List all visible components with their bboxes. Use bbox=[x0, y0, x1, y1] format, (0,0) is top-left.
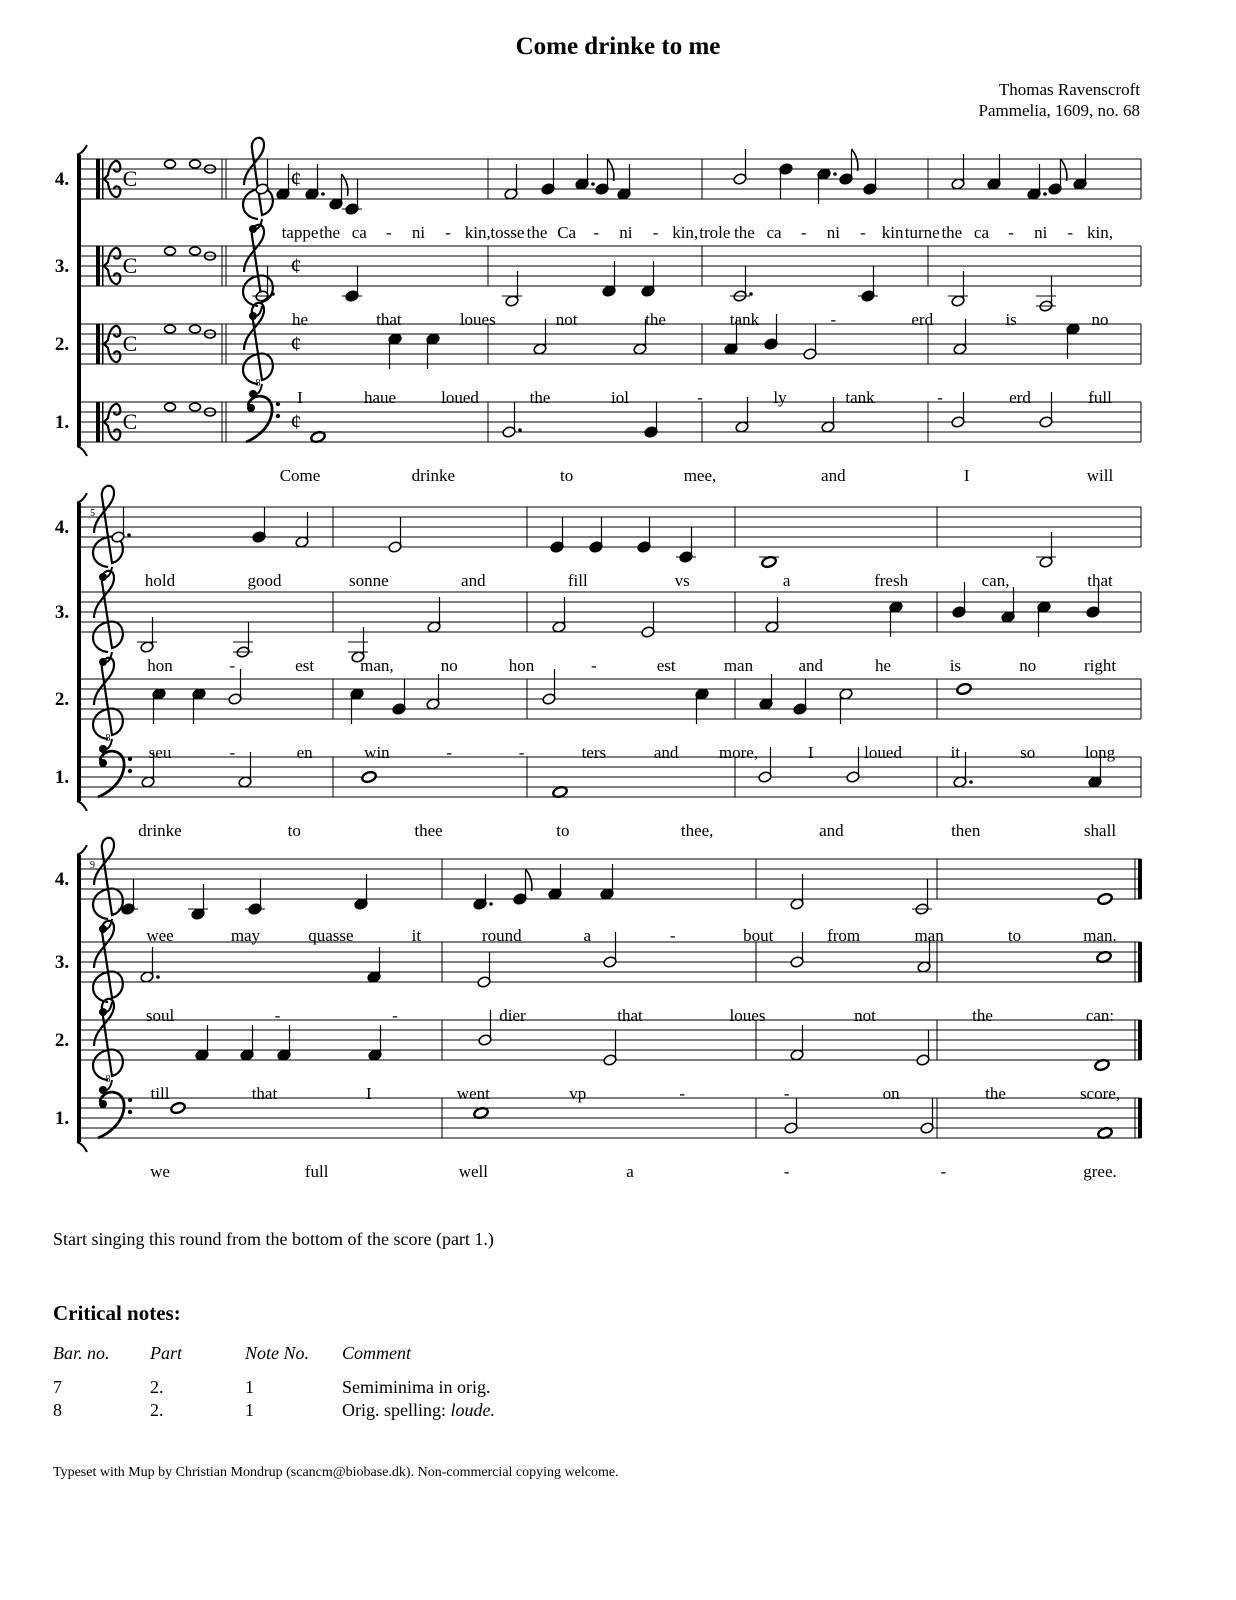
lyric-syllable: full bbox=[1088, 388, 1112, 407]
final-barline-thick bbox=[1138, 1098, 1142, 1138]
lyric-syllable: - bbox=[830, 310, 837, 329]
lyric-syllable: - bbox=[1067, 223, 1074, 242]
lyric-syllable: seu bbox=[148, 743, 172, 762]
part-label: 3. bbox=[54, 952, 70, 973]
lyric-syllable: a bbox=[782, 571, 791, 590]
lyric-syllable: - bbox=[229, 743, 236, 762]
comment-text: Orig. spelling: bbox=[342, 1400, 446, 1420]
note-flag bbox=[526, 869, 532, 891]
lyric-syllable: that bbox=[251, 1084, 278, 1103]
lyric-syllable: went bbox=[456, 1084, 490, 1103]
lyric-syllable: - bbox=[860, 223, 866, 242]
lyric-syllable: that bbox=[376, 310, 402, 329]
lyric-syllable: iol bbox=[611, 388, 629, 407]
lyric-syllable: bout bbox=[743, 926, 774, 945]
lyric-syllable: round bbox=[481, 926, 522, 945]
lyric-syllable: long bbox=[1084, 743, 1116, 762]
lyric-syllable: a bbox=[626, 1162, 634, 1181]
lyric-syllable: - bbox=[1008, 223, 1014, 242]
part-label: 2. bbox=[54, 1030, 70, 1051]
lyric-syllable: Come bbox=[279, 466, 321, 485]
part-label: 4. bbox=[54, 517, 70, 538]
incipit-note bbox=[190, 325, 201, 333]
bass-clef bbox=[98, 1092, 132, 1138]
typesetting-credit: Typeset with Mup by Christian Mondrup (scancm@biobase.dk). Non-commercial copying welcome. bbox=[53, 1465, 619, 1480]
augmentation-dot bbox=[127, 533, 131, 537]
lyric-syllable: - bbox=[669, 926, 676, 945]
lyric-syllable: - bbox=[783, 1084, 790, 1103]
time-signature-cut: ¢ bbox=[290, 253, 302, 278]
cell-bar: 8 bbox=[53, 1400, 62, 1420]
part-label: 2. bbox=[54, 689, 70, 710]
lyric-syllable: the bbox=[529, 388, 551, 407]
treble-clef bbox=[93, 571, 123, 666]
lyric-syllable: soul bbox=[145, 1006, 175, 1025]
lyric-syllable: fill bbox=[567, 571, 588, 590]
lyric-syllable: - bbox=[593, 223, 600, 242]
lyric-syllable: so bbox=[1020, 743, 1036, 762]
time-signature: C bbox=[122, 331, 138, 356]
lyric-syllable: that bbox=[1087, 571, 1113, 590]
incipit-note bbox=[165, 325, 176, 333]
lyric-syllable: erd bbox=[911, 310, 934, 329]
part-label: 2. bbox=[54, 334, 70, 355]
lyric-syllable: - bbox=[800, 223, 807, 242]
note-head bbox=[361, 770, 377, 783]
cell-comment bbox=[342, 1399, 495, 1422]
note-flag bbox=[852, 149, 858, 171]
lyric-syllable: drinke bbox=[411, 466, 456, 485]
treble-clef bbox=[93, 838, 123, 933]
lyric-syllable: - bbox=[518, 743, 525, 762]
incipit-note bbox=[165, 247, 176, 255]
lyric-syllable: - bbox=[386, 223, 392, 242]
lyric-syllable: vs bbox=[674, 571, 690, 590]
lyric-syllable: hon bbox=[147, 656, 173, 675]
part-label: 1. bbox=[54, 767, 70, 788]
comment-italic: loude. bbox=[450, 1400, 495, 1420]
critical-notes-header-row bbox=[53, 1343, 495, 1376]
staff-part-4 bbox=[55, 486, 1141, 590]
lyric-syllable: gree. bbox=[1083, 1162, 1117, 1181]
treble-clef bbox=[243, 225, 273, 320]
part-label: 4. bbox=[54, 169, 70, 190]
time-signature: C bbox=[122, 253, 138, 278]
staff-part-3 bbox=[55, 921, 1142, 1025]
lyric-syllable: man. bbox=[1083, 926, 1117, 945]
lyric-syllable: a bbox=[583, 926, 592, 945]
final-barline-thick bbox=[1138, 1020, 1142, 1060]
lyric-syllable: to bbox=[556, 821, 570, 840]
note-head bbox=[1097, 892, 1113, 905]
lyric-syllable: no bbox=[1091, 310, 1109, 329]
part-label: 1. bbox=[54, 412, 70, 433]
lyric-syllable: haue bbox=[363, 388, 397, 407]
lyric-syllable: kin bbox=[881, 223, 904, 242]
lyric-syllable: ly bbox=[773, 388, 787, 407]
note-flag bbox=[608, 159, 614, 181]
lyric-syllable: and bbox=[819, 821, 844, 840]
staff-part-1 bbox=[55, 392, 1141, 485]
lyric-syllable: it bbox=[411, 926, 422, 945]
augmentation-dot bbox=[1043, 192, 1047, 196]
note-flag bbox=[342, 174, 348, 196]
lyric-syllable: full bbox=[304, 1162, 329, 1181]
lyric-syllable: turne bbox=[904, 223, 940, 242]
incipit-note bbox=[190, 403, 201, 411]
lyric-syllable: hon bbox=[508, 656, 535, 675]
lyric-syllable: dier bbox=[499, 1006, 526, 1025]
lyric-syllable: I bbox=[297, 388, 303, 407]
lyric-syllable: tank bbox=[845, 388, 875, 407]
lyric-syllable: - bbox=[940, 1162, 947, 1181]
lyric-syllable: - bbox=[392, 1006, 398, 1025]
lyric-syllable: not bbox=[854, 1006, 876, 1025]
critical-notes-table bbox=[53, 1343, 495, 1422]
lyric-syllable: ni bbox=[411, 223, 426, 242]
system-2 bbox=[55, 486, 1141, 840]
note-flag bbox=[1061, 159, 1067, 181]
lyric-syllable: tosse bbox=[490, 223, 525, 242]
lyric-syllable: the bbox=[985, 1084, 1006, 1103]
lyric-syllable: he bbox=[291, 310, 309, 329]
lyric-syllable: score, bbox=[1079, 1084, 1121, 1103]
octave-marking: 8 bbox=[105, 733, 111, 744]
bracket-top-curl bbox=[77, 845, 87, 855]
bass-clef bbox=[246, 396, 280, 442]
augmentation-dot bbox=[271, 292, 275, 296]
lyric-syllable: good bbox=[247, 571, 282, 590]
incipit-note bbox=[190, 247, 201, 255]
lyric-syllable: is bbox=[949, 656, 962, 675]
augmentation-dot bbox=[156, 975, 160, 979]
lyric-syllable: - bbox=[229, 656, 236, 675]
composer: Thomas Ravenscroft bbox=[998, 80, 1140, 99]
lyric-syllable: the bbox=[734, 223, 755, 242]
lyric-syllable: the bbox=[526, 223, 548, 242]
part-label: 3. bbox=[54, 256, 70, 277]
staff-part-2 bbox=[55, 303, 1141, 407]
cell-note: 1 bbox=[245, 1400, 254, 1420]
lyric-syllable: drinke bbox=[138, 821, 182, 840]
lyric-syllable: - bbox=[679, 1084, 686, 1103]
lyric-syllable: loues bbox=[459, 310, 496, 329]
lyric-syllable: I bbox=[807, 743, 814, 762]
lyric-syllable: I bbox=[963, 466, 970, 485]
system-1 bbox=[55, 138, 1141, 485]
staff-part-4 bbox=[55, 838, 1142, 945]
time-signature-cut: ¢ bbox=[290, 331, 302, 356]
lyric-syllable: then bbox=[951, 821, 981, 840]
final-barline-thick bbox=[1138, 859, 1142, 899]
lyric-syllable: thee bbox=[414, 821, 443, 840]
incipit-note bbox=[165, 403, 176, 411]
lyric-syllable: Ca bbox=[557, 223, 577, 242]
column-header-bar: Bar. no. bbox=[53, 1343, 110, 1363]
table-row bbox=[53, 1399, 495, 1422]
lyric-syllable: win bbox=[364, 743, 390, 762]
lyric-syllable: erd bbox=[1009, 388, 1031, 407]
part-label: 1. bbox=[54, 1108, 70, 1129]
lyric-syllable: - bbox=[652, 223, 659, 242]
incipit-note bbox=[190, 160, 201, 168]
cell-part: 2. bbox=[150, 1377, 164, 1397]
lyric-syllable: no bbox=[1019, 656, 1037, 675]
lyric-syllable: mee, bbox=[683, 466, 717, 485]
lyric-syllable: till bbox=[150, 1084, 170, 1103]
lyric-syllable: no bbox=[440, 656, 458, 675]
system-3 bbox=[55, 838, 1142, 1181]
lyric-syllable: to bbox=[287, 821, 301, 840]
lyric-syllable: can: bbox=[1085, 1006, 1115, 1025]
performance-instructions: Start singing this round from the bottom of the score (part 1.) bbox=[53, 1229, 494, 1249]
lyric-syllable: quasse bbox=[308, 926, 354, 945]
critical-notes-heading: Critical notes: bbox=[53, 1301, 181, 1325]
column-header-note: Note No. bbox=[245, 1343, 310, 1363]
lyric-syllable: to bbox=[560, 466, 574, 485]
note-head bbox=[170, 1101, 186, 1114]
staff-part-1 bbox=[55, 1092, 1142, 1181]
lyric-syllable: right bbox=[1083, 656, 1117, 675]
note-head bbox=[956, 682, 972, 695]
lyric-syllable: and bbox=[461, 571, 486, 590]
system-bracket bbox=[77, 503, 81, 801]
lyric-syllable: loued bbox=[441, 388, 479, 407]
lyric-syllable: not bbox=[555, 310, 578, 329]
lyric-syllable: ca bbox=[973, 223, 990, 242]
lyric-syllable: we bbox=[150, 1162, 170, 1181]
augmentation-dot bbox=[321, 192, 325, 196]
lyric-syllable: the bbox=[972, 1006, 993, 1025]
lyric-syllable: he bbox=[875, 656, 892, 675]
bracket-top-curl bbox=[77, 493, 87, 503]
part-label: 3. bbox=[54, 602, 70, 623]
lyric-syllable: - bbox=[274, 1006, 281, 1025]
lyric-syllable: wee bbox=[146, 926, 174, 945]
lyric-syllable: hold bbox=[144, 571, 176, 590]
lyric-syllable: vp bbox=[569, 1084, 587, 1103]
lyric-syllable: and bbox=[821, 466, 846, 485]
bar-number: 9 bbox=[90, 860, 95, 871]
lyric-syllable: ni bbox=[1034, 223, 1048, 242]
lyric-syllable: kin, bbox=[464, 223, 491, 242]
time-signature: C bbox=[122, 166, 138, 191]
lyric-syllable: it bbox=[950, 743, 961, 762]
lyric-syllable: loues bbox=[729, 1006, 766, 1025]
lyric-syllable: tappe bbox=[281, 223, 319, 242]
augmentation-dot bbox=[833, 172, 837, 176]
staff-part-3 bbox=[55, 571, 1141, 675]
lyric-syllable: sonne bbox=[349, 571, 389, 590]
lyric-syllable: is bbox=[1005, 310, 1017, 329]
augmentation-dot bbox=[489, 902, 493, 906]
bar-number: 5 bbox=[90, 508, 95, 519]
lyric-syllable: that bbox=[617, 1006, 643, 1025]
augmentation-dot bbox=[518, 428, 522, 432]
bracket-bottom-curl bbox=[77, 446, 87, 456]
lyric-syllable: well bbox=[458, 1162, 488, 1181]
lyric-syllable: est bbox=[656, 656, 676, 675]
cell-bar: 7 bbox=[53, 1377, 62, 1397]
lyric-syllable: the bbox=[941, 223, 963, 242]
lyric-syllable: man, bbox=[360, 656, 394, 675]
augmentation-dot bbox=[969, 780, 973, 784]
lyric-syllable: - bbox=[446, 743, 453, 762]
lyric-syllable: the bbox=[645, 310, 666, 329]
lyric-syllable: and bbox=[798, 656, 824, 675]
bracket-bottom-curl bbox=[77, 1142, 87, 1152]
part-label: 4. bbox=[54, 869, 70, 890]
lyric-syllable: trole bbox=[699, 223, 731, 242]
octave-marking: 8 bbox=[255, 378, 261, 389]
lyric-syllable: ca bbox=[351, 223, 367, 242]
lyric-syllable: - bbox=[697, 388, 703, 407]
lyric-syllable: kin, bbox=[672, 223, 699, 242]
cell-note: 1 bbox=[245, 1377, 254, 1397]
lyric-syllable: on bbox=[882, 1084, 900, 1103]
lyric-syllable: ni bbox=[619, 223, 633, 242]
time-signature-cut: ¢ bbox=[290, 166, 302, 191]
cell-part: 2. bbox=[150, 1400, 164, 1420]
lyric-syllable: - bbox=[445, 223, 451, 242]
lyric-syllable: loued bbox=[864, 743, 902, 762]
lyric-syllable: ni bbox=[826, 223, 840, 242]
page-title: Come drinke to me bbox=[515, 33, 721, 60]
lyric-syllable: shall bbox=[1083, 821, 1117, 840]
time-signature: C bbox=[122, 409, 138, 434]
augmentation-dot bbox=[591, 182, 595, 186]
final-barline-thick bbox=[1138, 942, 1142, 982]
lyric-syllable: - bbox=[591, 656, 597, 675]
lyric-syllable: may bbox=[230, 926, 261, 945]
octave-marking: 8 bbox=[105, 1074, 111, 1085]
lyric-syllable: est bbox=[295, 656, 315, 675]
incipit-note bbox=[165, 160, 176, 168]
table-row bbox=[53, 1376, 495, 1399]
lyric-syllable: en bbox=[296, 743, 313, 762]
cell-comment: Semiminima in orig. bbox=[342, 1377, 491, 1397]
lyric-syllable: and bbox=[653, 743, 679, 762]
lyric-syllable: will bbox=[1086, 466, 1114, 485]
lyric-syllable: from bbox=[827, 926, 861, 945]
lyric-syllable: to bbox=[1007, 926, 1022, 945]
lyric-syllable: ters bbox=[581, 743, 607, 762]
source-citation: Pammelia, 1609, no. 68 bbox=[978, 101, 1140, 120]
lyric-syllable: the bbox=[319, 223, 341, 242]
lyric-syllable: man bbox=[723, 656, 754, 675]
augmentation-dot bbox=[749, 292, 753, 296]
bass-clef bbox=[98, 751, 132, 797]
lyric-syllable: - bbox=[783, 1162, 790, 1181]
staff-part-4 bbox=[55, 138, 1141, 242]
lyric-syllable: can, bbox=[981, 571, 1010, 590]
lyric-syllable: more, bbox=[718, 743, 759, 762]
lyric-syllable: thee, bbox=[680, 821, 714, 840]
lyric-syllable: fresh bbox=[874, 571, 909, 590]
bracket-bottom-curl bbox=[77, 801, 87, 811]
column-header-part: Part bbox=[150, 1343, 183, 1363]
treble-clef bbox=[93, 921, 123, 1016]
lyric-syllable: ca bbox=[766, 223, 782, 242]
lyric-syllable: tank bbox=[729, 310, 760, 329]
lyric-syllable: - bbox=[937, 388, 943, 407]
bracket-top-curl bbox=[77, 145, 87, 155]
lyric-syllable: man bbox=[914, 926, 944, 945]
lyric-syllable: I bbox=[366, 1084, 372, 1103]
time-signature-cut: ¢ bbox=[290, 409, 302, 434]
column-header-comment: Comment bbox=[342, 1343, 411, 1363]
staff-part-2 bbox=[55, 658, 1141, 762]
lyric-syllable: kin, bbox=[1087, 223, 1113, 242]
